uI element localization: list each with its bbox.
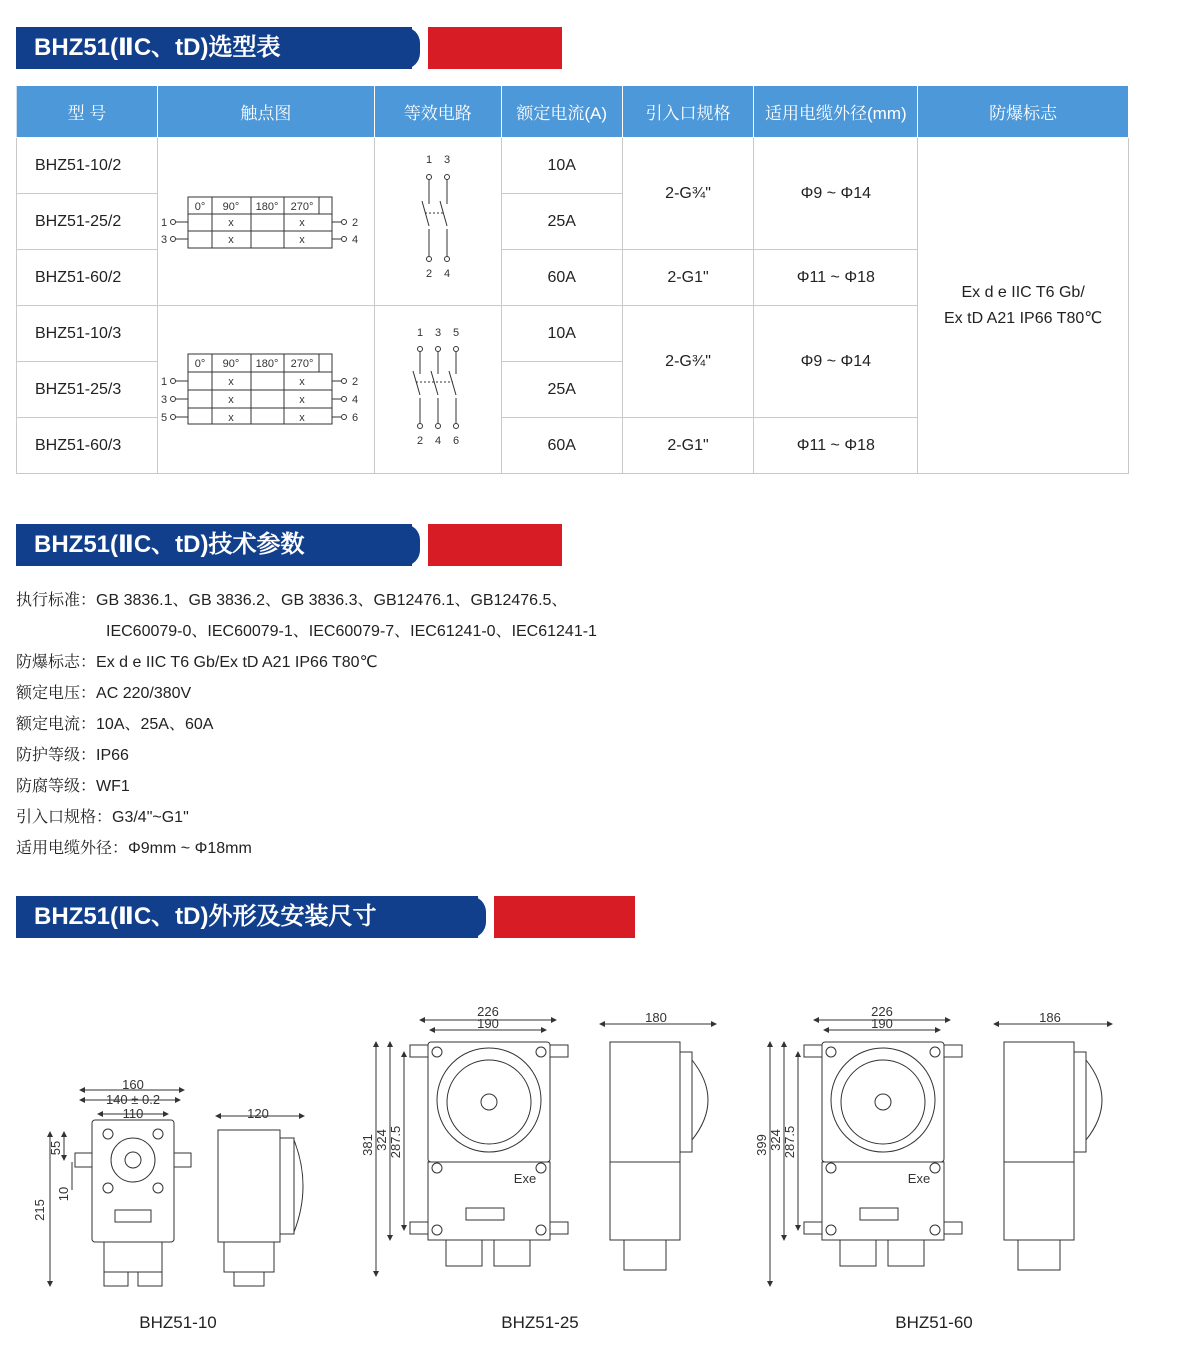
- bhz51-25-front-drawing: [376, 1020, 568, 1276]
- selection-table: [16, 85, 1129, 474]
- model-cell: BHZ51-25/3: [17, 362, 158, 418]
- contact-mark: x: [299, 412, 305, 424]
- circuit-terminal: 3: [434, 327, 441, 339]
- dim-side-depth: 120: [247, 1106, 269, 1121]
- param-value: IEC60079-0、IEC60079-1、IEC60079-7、IEC61241-0、IEC61241-1: [106, 623, 597, 640]
- angle-label: 180°: [255, 358, 279, 370]
- terminal-label: 2: [351, 217, 358, 229]
- contact-mark: x: [299, 376, 305, 388]
- param-value: Ex d e IIC T6 Gb/Ex tD A21 IP66 T80℃: [96, 654, 378, 671]
- model-cell: BHZ51-10/3: [17, 306, 158, 362]
- contact-mark: x: [228, 412, 234, 424]
- angle-label: 0°: [194, 358, 206, 370]
- terminal-label: 1: [160, 217, 167, 229]
- cable-cell: Φ9 ~ Φ14: [754, 138, 918, 250]
- circuit-terminal: 4: [434, 435, 441, 447]
- dim-height-287: 287.5: [388, 1125, 403, 1159]
- terminal-label: 5: [160, 412, 167, 424]
- exmark-cell: [918, 138, 1129, 474]
- contact-diagram-2pole: [157, 138, 374, 306]
- param-value: AC 220/380V: [96, 685, 192, 702]
- dim-height-10: 10: [56, 1186, 71, 1202]
- entry-cell: 2-G¾": [622, 138, 754, 250]
- contact-mark: x: [228, 217, 234, 229]
- cable-cell: Φ11 ~ Φ18: [754, 418, 918, 474]
- dim-width-inner: 190: [477, 1016, 499, 1031]
- param-row: [16, 771, 597, 802]
- param-row: [16, 802, 597, 833]
- terminal-label: 2: [351, 376, 358, 388]
- angle-label: 180°: [255, 201, 279, 213]
- param-row: [16, 709, 597, 740]
- table-row: [17, 138, 1129, 194]
- header-current: 额定电流(A): [501, 86, 622, 138]
- circuit-terminal: 5: [452, 327, 459, 339]
- param-row: [16, 647, 597, 678]
- model-cell: BHZ51-25/2: [17, 194, 158, 250]
- dim-height: 215: [32, 1199, 47, 1221]
- contact-mark: x: [299, 394, 305, 406]
- angle-label: 270°: [290, 201, 314, 213]
- model-cell: BHZ51-10/2: [17, 138, 158, 194]
- param-label: 额定电压：: [16, 685, 97, 702]
- current-cell: 25A: [501, 194, 622, 250]
- entry-cell: 2-G1": [622, 250, 754, 306]
- dim-width-inner: 190: [871, 1016, 893, 1031]
- params-banner: [16, 524, 562, 566]
- circuit-diagram-3pole: [374, 306, 501, 474]
- param-label: 适用电缆外径：: [16, 840, 129, 857]
- current-cell: 60A: [501, 418, 622, 474]
- bhz51-60-front-drawing: [770, 1020, 962, 1286]
- exe-label: Exe: [513, 1171, 537, 1186]
- param-value: 10A、25A、60A: [96, 716, 214, 733]
- selection-title: BHZ51(ⅡC、tD)选型表: [16, 27, 412, 69]
- circuit-terminal: 1: [416, 327, 423, 339]
- circuit-3pole-svg: [403, 322, 473, 452]
- contact-mark: x: [299, 217, 305, 229]
- param-value: GB 3836.1、GB 3836.2、GB 3836.3、GB12476.1、GB12476.5、: [96, 592, 568, 609]
- current-cell: 10A: [501, 138, 622, 194]
- terminal-label: 1: [160, 376, 167, 388]
- circuit-terminal: 6: [452, 435, 459, 447]
- param-value: IP66: [96, 747, 129, 764]
- param-value: Φ9mm ~ Φ18mm: [128, 840, 252, 857]
- bhz51-10-front-drawing: [50, 1090, 191, 1286]
- dims-title: BHZ51(ⅡC、tD)外形及安装尺寸: [16, 896, 478, 938]
- bhz51-60-side-drawing: [994, 1024, 1112, 1270]
- dimension-drawings: [0, 990, 1200, 1332]
- header-exmark: 防爆标志: [918, 86, 1129, 138]
- dim-width-outer: 160: [122, 1077, 144, 1092]
- param-label: 防爆标志：: [16, 654, 97, 671]
- param-label: 引入口规格：: [16, 809, 113, 826]
- circuit-diagram-2pole: [374, 138, 501, 306]
- circuit-2pole-svg: [408, 149, 468, 289]
- param-row: [16, 678, 597, 709]
- dim-width-mount: 140 ± 0.2: [105, 1092, 161, 1107]
- param-row: [16, 740, 597, 771]
- model-cell: BHZ51-60/3: [17, 418, 158, 474]
- param-label: 防护等级：: [16, 747, 97, 764]
- contact-mark: x: [228, 394, 234, 406]
- circuit-terminal: 1: [425, 154, 432, 166]
- cable-cell: Φ11 ~ Φ18: [754, 250, 918, 306]
- current-cell: 10A: [501, 306, 622, 362]
- param-row: [16, 616, 597, 647]
- circuit-terminal: 2: [425, 268, 432, 280]
- terminal-label: 4: [351, 394, 358, 406]
- contact-mark: x: [299, 234, 305, 246]
- param-label: 防腐等级：: [16, 778, 97, 795]
- exmark-line1: Ex d e IIC T6 Gb/: [961, 283, 1085, 301]
- param-value: WF1: [96, 778, 130, 795]
- contact-diagram-2pole-svg: [161, 169, 371, 269]
- dim-height-55: 55: [48, 1140, 63, 1156]
- bhz51-10-side-drawing: [216, 1116, 304, 1286]
- tech-params: [16, 585, 597, 864]
- caption-bhz51-10: BHZ51-10: [139, 1313, 217, 1332]
- dim-height-324: 324: [768, 1129, 783, 1151]
- contact-mark: x: [228, 376, 234, 388]
- circuit-terminal: 4: [443, 268, 450, 280]
- dim-side-depth: 186: [1039, 1010, 1061, 1025]
- dim-height-381: 381: [360, 1134, 375, 1156]
- param-value: G3/4"~G1": [112, 809, 189, 826]
- angle-label: 0°: [194, 201, 206, 213]
- bhz51-25-side-drawing: [600, 1024, 716, 1270]
- cable-cell: Φ9 ~ Φ14: [754, 306, 918, 418]
- current-cell: 25A: [501, 362, 622, 418]
- param-row: [16, 833, 597, 864]
- header-circuit: 等效电路: [374, 86, 501, 138]
- selection-banner: [16, 27, 562, 69]
- terminal-label: 3: [160, 394, 167, 406]
- circuit-terminal: 3: [443, 154, 450, 166]
- angle-label: 270°: [290, 358, 314, 370]
- table-header-row: [17, 86, 1129, 138]
- header-contact: 触点图: [157, 86, 374, 138]
- caption-bhz51-60: BHZ51-60: [895, 1313, 973, 1332]
- caption-bhz51-25: BHZ51-25: [501, 1313, 579, 1332]
- contact-diagram-3pole: [157, 306, 374, 474]
- terminal-label: 3: [160, 234, 167, 246]
- dim-width-inner: 110: [122, 1106, 144, 1121]
- param-row: [16, 585, 597, 616]
- header-cable: 适用电缆外径(mm): [754, 86, 918, 138]
- angle-label: 90°: [222, 201, 240, 213]
- terminal-label: 4: [351, 234, 358, 246]
- angle-label: 90°: [222, 358, 240, 370]
- dims-banner: [16, 896, 635, 938]
- dim-height-324: 324: [374, 1129, 389, 1151]
- exmark-line2: Ex tD A21 IP66 T80℃: [944, 309, 1103, 327]
- dim-width-outer: 226: [477, 1004, 499, 1019]
- dim-height-287: 287.5: [782, 1125, 797, 1159]
- param-label: 额定电流：: [16, 716, 97, 733]
- contact-mark: x: [228, 234, 234, 246]
- circuit-terminal: 2: [416, 435, 423, 447]
- dim-side-depth: 180: [645, 1010, 667, 1025]
- header-model: 型 号: [17, 86, 158, 138]
- entry-cell: 2-G¾": [622, 306, 754, 418]
- dim-width-outer: 226: [871, 1004, 893, 1019]
- model-cell: BHZ51-60/2: [17, 250, 158, 306]
- params-title: BHZ51(ⅡC、tD)技术参数: [16, 524, 412, 566]
- terminal-label: 6: [351, 412, 358, 424]
- current-cell: 60A: [501, 250, 622, 306]
- dim-height-399: 399: [754, 1134, 769, 1156]
- entry-cell: 2-G1": [622, 418, 754, 474]
- contact-diagram-3pole-svg: [161, 332, 371, 442]
- param-label: 执行标准：: [16, 592, 97, 609]
- exe-label: Exe: [907, 1171, 931, 1186]
- header-entry: 引入口规格: [622, 86, 754, 138]
